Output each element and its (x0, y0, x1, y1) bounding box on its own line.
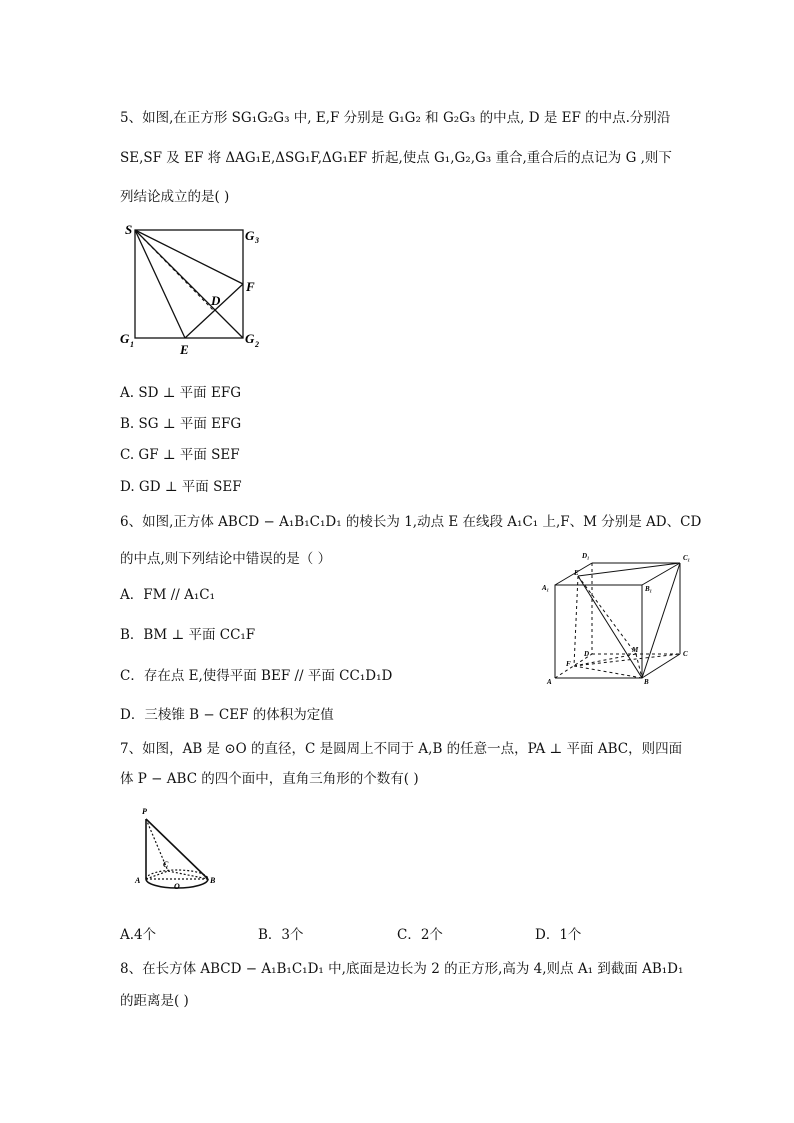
q5-label-g3-sub: 3 (255, 236, 259, 245)
q5-label-g3: G (245, 228, 255, 243)
q5-option-b: B. SG ⊥ 平面 EFG (120, 416, 242, 432)
q6-label-d1: D₁ (582, 552, 590, 560)
q5-option-a: A. SD ⊥ 平面 EFG (120, 385, 241, 401)
q5-option-d: D. GD ⊥ 平面 SEF (120, 479, 242, 495)
q7-label-p: P (142, 807, 147, 816)
q6-option-b: B．BM ⊥ 平面 CC₁F (120, 627, 256, 643)
q5-text-line2: SE,SF 及 EF 将 ΔAG₁E,ΔSG₁F,ΔG₁EF 折起,使点 G₁,G₂,G₃ 重合,重合后的点记为 G ,则下 (120, 150, 672, 166)
q7-option-c: C．2个 (397, 927, 443, 943)
q7-option-a: A.4个 (120, 927, 157, 943)
q5-label-s: S (125, 222, 133, 237)
q7-label-b: B (210, 876, 216, 885)
q5-label-d: D (211, 293, 221, 308)
q5-text-line3: 列结论成立的是( ) (120, 189, 230, 205)
q5-label-g1-sub: 1 (130, 340, 134, 349)
q6-label-d: D (584, 650, 590, 658)
q7-text-line1: 7、如图，AB 是 ⊙O 的直径，C 是圆周上不同于 A,B 的任意一点，PA ⊥ 平面 ABC，则四面 (120, 741, 683, 757)
q5-label-g2: G (245, 331, 255, 346)
q6-text-line1: 6、如图,正方体 ABCD − A₁B₁C₁D₁ 的棱长为 1,动点 E 在线段 A₁C₁ 上,F、M 分别是 AD、CD (120, 514, 702, 530)
q6-cube-figure (540, 548, 700, 688)
q7-label-a: A (135, 876, 141, 885)
q6-label-b: B (644, 678, 649, 686)
q7-cone-figure (130, 803, 230, 898)
q6-label-e: E (574, 569, 579, 577)
q5-label-e: E (180, 342, 189, 357)
q5-label-g1: G (120, 331, 130, 346)
q7-option-d: D．1个 (535, 927, 582, 943)
q6-option-a: A．FM // A₁C₁ (120, 587, 216, 603)
q7-text-line2: 体 P − ABC 的四个面中，直角三角形的个数有( ) (120, 771, 419, 787)
q6-option-d: D．三棱锥 B − CEF 的体积为定值 (120, 707, 334, 723)
q5-option-c: C. GF ⊥ 平面 SEF (120, 447, 240, 463)
q6-label-a: A (547, 678, 552, 686)
q8-text-line1: 8、在长方体 ABCD − A₁B₁C₁D₁ 中,底面是边长为 2 的正方形,高为 4,则点 A₁ 到截面 AB₁D₁ (120, 961, 684, 977)
q6-label-c1: C₁ (683, 554, 691, 562)
q6-label-m: M (632, 646, 639, 654)
q6-label-a1: A₁ (542, 584, 550, 592)
q8-text-line2: 的距离是( ) (120, 993, 189, 1009)
q6-label-b1: B₁ (645, 585, 653, 593)
q5-square-figure (115, 220, 275, 360)
q7-option-b: B．3个 (258, 927, 304, 943)
q5-label-g2-sub: 2 (255, 340, 259, 349)
q7-label-c: C (163, 860, 169, 869)
q6-option-c: C．存在点 E,使得平面 BEF // 平面 CC₁D₁D (120, 668, 393, 684)
q6-label-c: C (683, 650, 688, 658)
q5-label-f: F (246, 279, 255, 294)
q5-text-line1: 5、如图,在正方形 SG₁G₂G₃ 中, E,F 分别是 G₁G₂ 和 G₂G₃ 的中点, D 是 EF 的中点.分别沿 (120, 110, 671, 126)
q7-label-o: O (174, 882, 180, 891)
q6-text-line2: 的中点,则下列结论中错误的是（ ） (120, 551, 332, 567)
q6-label-f: F (566, 660, 571, 668)
